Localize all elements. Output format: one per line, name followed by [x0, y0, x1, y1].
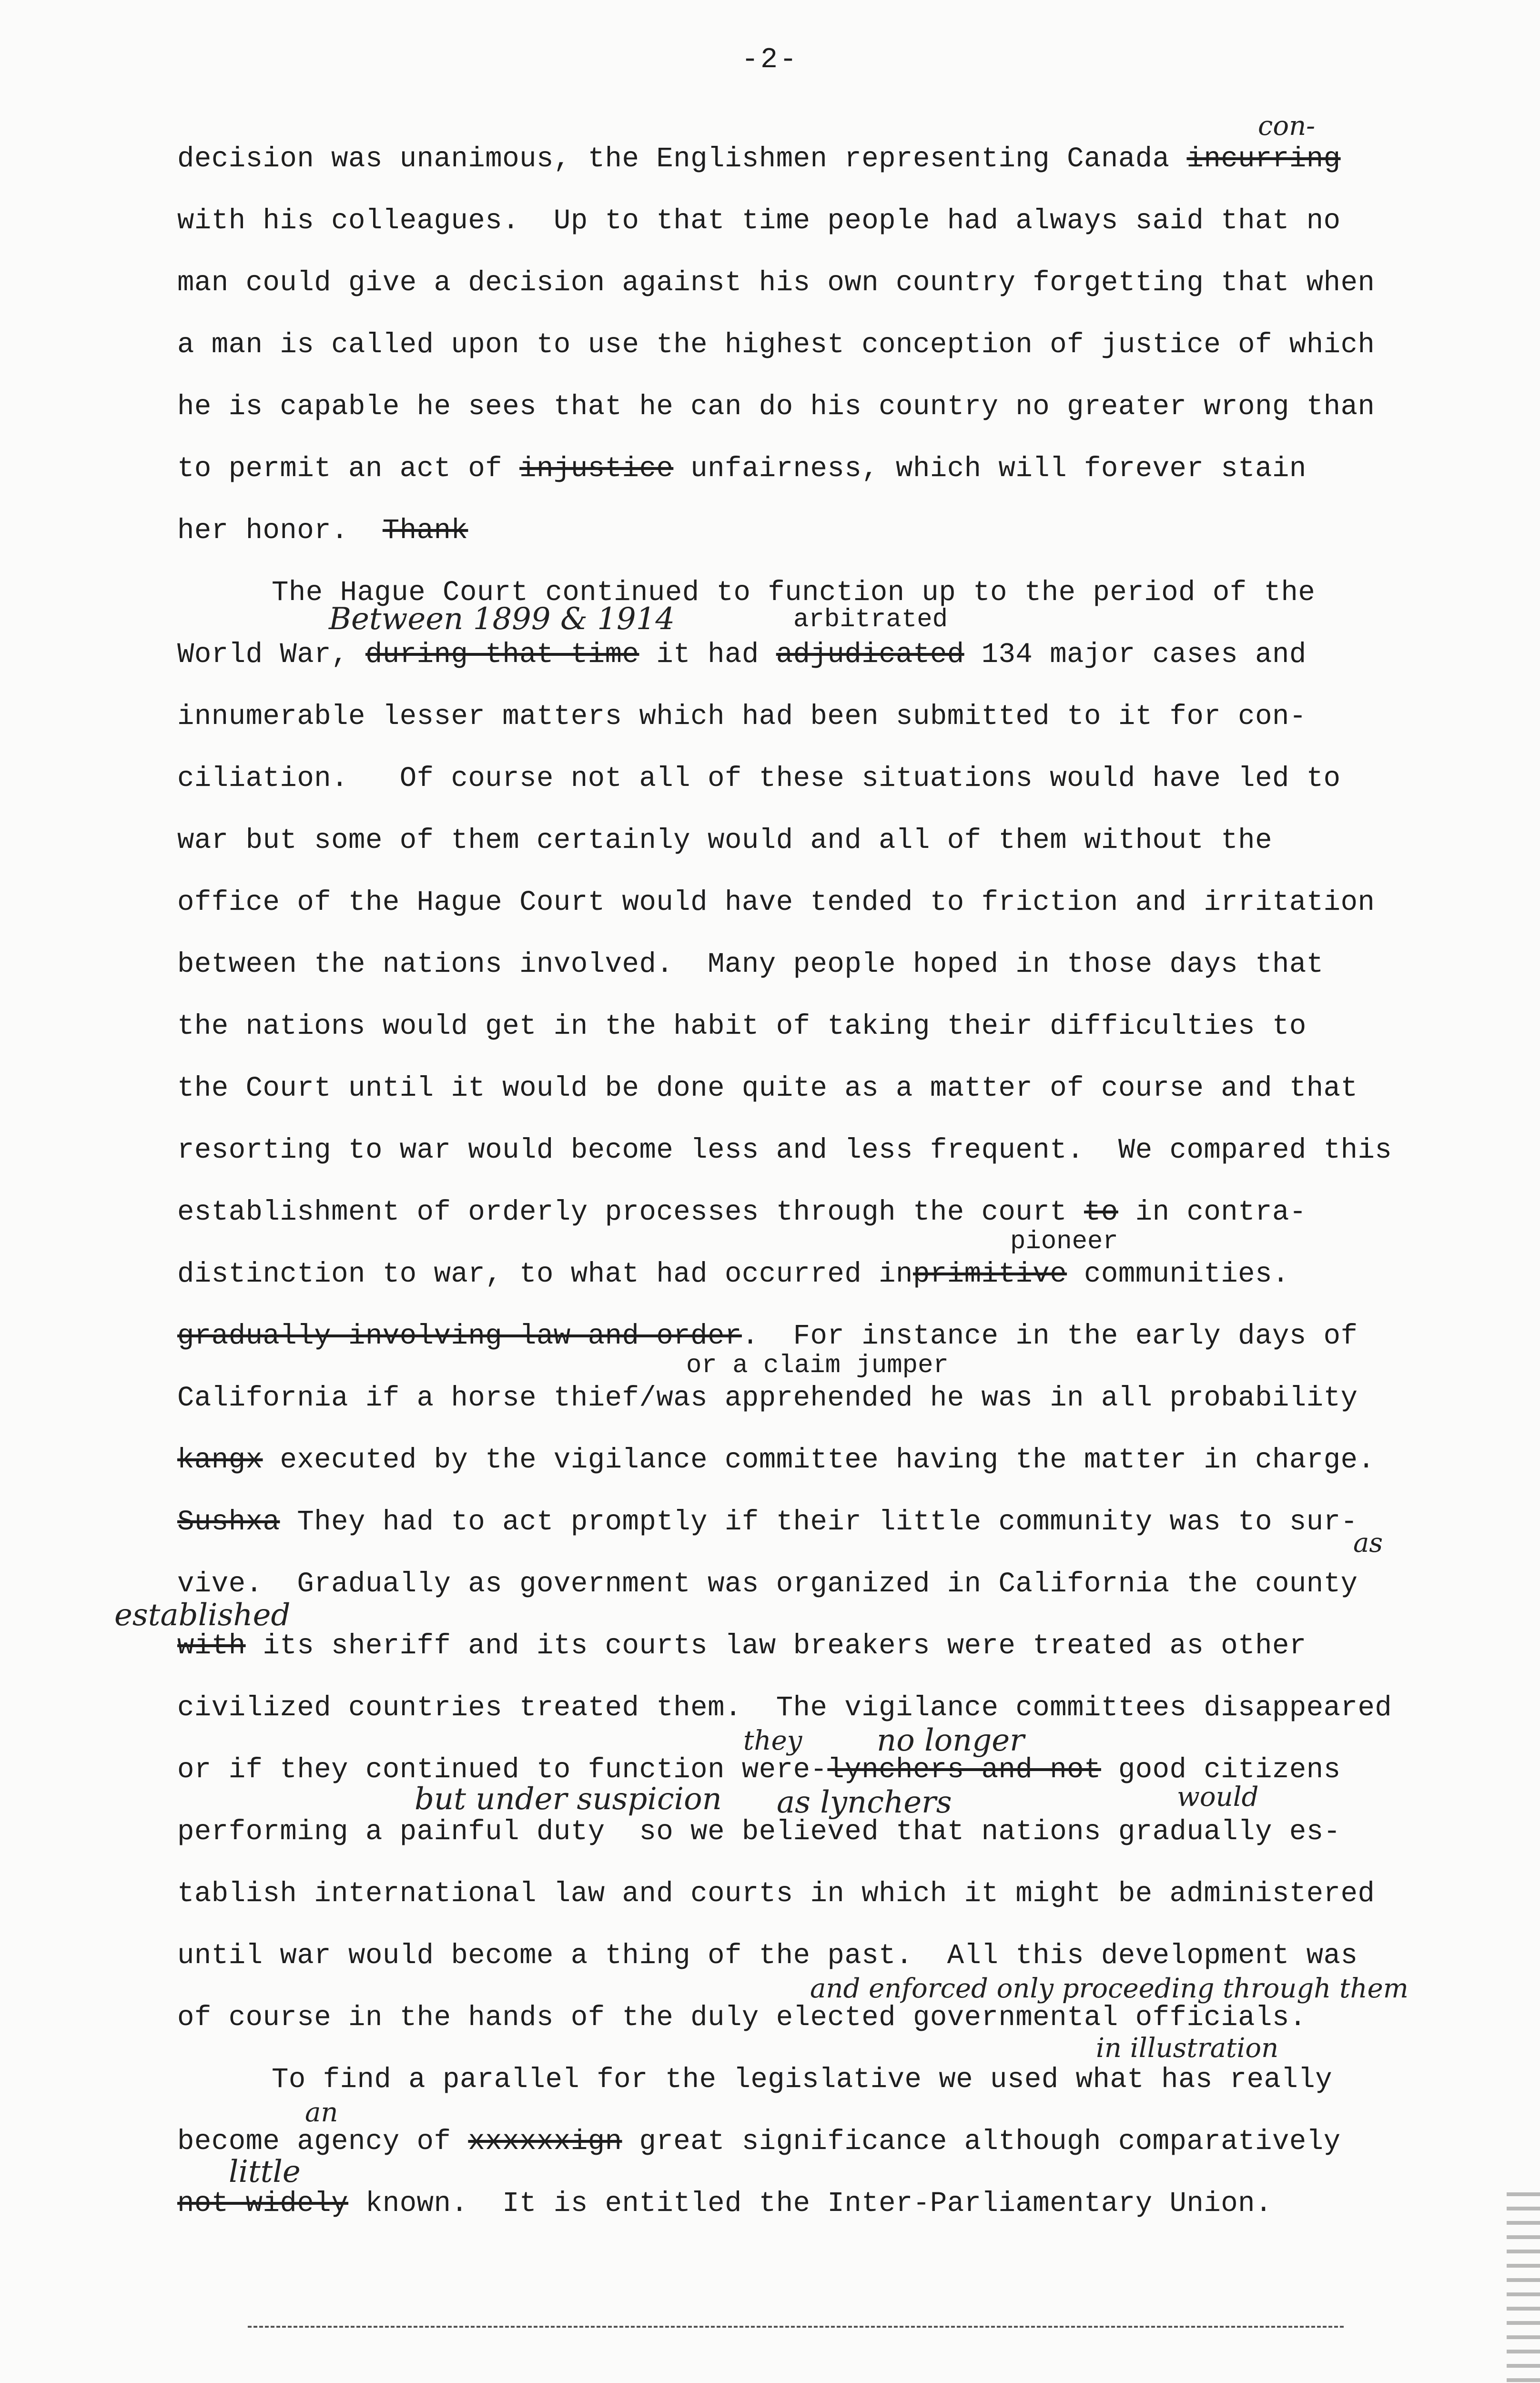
text-line: Sushxa They had to act promptly if their little community was to sur- [177, 1506, 1358, 1538]
struck-word: incurring [1186, 143, 1341, 175]
page-number: -2- [741, 44, 799, 76]
text-line: ciliation. Of course not all of these situations would have led to [177, 763, 1341, 794]
interlinear-insertion: pioneer [1010, 1227, 1118, 1256]
text-line: the Court until it would be done quite as a matter of course and that [177, 1072, 1358, 1104]
handwritten-insertion: would [1177, 1782, 1259, 1813]
text-line: of course in the hands of the duly elected governmental officials. [177, 2002, 1307, 2034]
handwritten-insertion: in illustration [1096, 2033, 1279, 2064]
text-line: gradually involving law and order. For instance in the early days of [177, 1320, 1358, 1352]
struck-word: to [1084, 1196, 1118, 1228]
scan-edge-artifact [1507, 2192, 1540, 2383]
struck-word: primitive [912, 1258, 1067, 1290]
handwritten-insertion: but under suspicion [415, 1782, 722, 1817]
struck-word: Sushxa [177, 1506, 280, 1538]
text-line: establishment of orderly processes through the court to in contra- [177, 1196, 1307, 1228]
text-line: distinction to war, to what had occurred inprimitive communities. [177, 1258, 1289, 1290]
text-line: man could give a decision against his own country forgetting that when [177, 267, 1375, 299]
handwritten-insertion: an [305, 2097, 338, 2128]
handwritten-insertion: established [114, 1598, 291, 1633]
text-line: with his colleagues. Up to that time people had always said that no [177, 205, 1341, 237]
handwritten-insertion: no longer [877, 1723, 1024, 1758]
struck-phrase: gradually involving law and order [177, 1320, 742, 1352]
struck-word: injustice [519, 453, 674, 485]
text-line: between the nations involved. Many people hoped in those days that [177, 948, 1324, 980]
text-line: The Hague Court continued to function up to the period of the [272, 577, 1316, 609]
struck-phrase: not widely [177, 2188, 349, 2220]
interlinear-insertion: or a claim jumper [686, 1351, 949, 1380]
text-line: California if a horse thief/was apprehended he was in all probability [177, 1382, 1358, 1414]
handwritten-insertion: as lynchers [777, 1785, 952, 1820]
text-line: war but some of them certainly would and all of them without the [177, 825, 1272, 856]
page-bottom-rule [248, 2326, 1344, 2328]
text-line: the nations would get in the habit of taking their difficulties to [177, 1010, 1307, 1042]
text-line: or if they continued to function were-lynchers and not good citizens [177, 1754, 1341, 1786]
text-line: civilized countries treated them. The vigilance committees disappeared [177, 1692, 1392, 1724]
handwritten-insertion: and enforced only proceeding through them [810, 1973, 1408, 2004]
text-line: her honor. Thank [177, 515, 468, 547]
text-line: innumerable lesser matters which had been submitted to it for con- [177, 701, 1307, 733]
struck-word: during that time [365, 639, 639, 671]
text-line: a man is called upon to use the highest conception of justice of which [177, 329, 1375, 361]
text-line: he is capable he sees that he can do his country no greater wrong than [177, 391, 1375, 423]
text-line: performing a painful duty so we believed that nations gradually es- [177, 1816, 1341, 1848]
handwritten-insertion: as [1353, 1528, 1383, 1558]
text-line: until war would become a thing of the past. All this development was [177, 1940, 1358, 1972]
handwritten-insertion: con- [1258, 111, 1316, 142]
handwritten-insertion: little [229, 2154, 301, 2190]
text-line: decision was unanimous, the Englishmen representing Canada incurring [177, 143, 1341, 175]
text-line: kangx executed by the vigilance committee having the matter in charge. [177, 1444, 1375, 1476]
text-line: to permit an act of injustice unfairness, which will forever stain [177, 453, 1307, 485]
text-line: with its sheriff and its courts law breakers were treated as other [177, 1630, 1307, 1662]
struck-word: xxxxxxign [468, 2126, 622, 2158]
struck-word: adjudicated [776, 639, 964, 671]
struck-phrase: lynchers and not [827, 1754, 1101, 1786]
text-line: resorting to war would become less and less frequent. We compared this [177, 1134, 1392, 1166]
text-line: tablish international law and courts in which it might be administered [177, 1878, 1375, 1910]
handwritten-insertion: they [743, 1725, 802, 1756]
text-line: become agency of xxxxxxign great significance although comparatively [177, 2126, 1341, 2158]
struck-word: with [177, 1630, 246, 1662]
text-line: not widely known. It is entitled the Inter-Parliamentary Union. [177, 2188, 1272, 2220]
text-line: vive. Gradually as government was organized in California the county [177, 1568, 1358, 1600]
handwritten-insertion: Between 1899 & 1914 [329, 601, 675, 637]
text-line: To find a parallel for the legislative we used what has really [272, 2064, 1333, 2096]
struck-word: kangx [177, 1444, 263, 1476]
text-line: office of the Hague Court would have tended to friction and irritation [177, 886, 1375, 918]
text-line: World War, during that time it had adjudicated 134 major cases and [177, 639, 1307, 671]
interlinear-insertion: arbitrated [793, 605, 948, 634]
struck-word: Thank [382, 515, 468, 547]
